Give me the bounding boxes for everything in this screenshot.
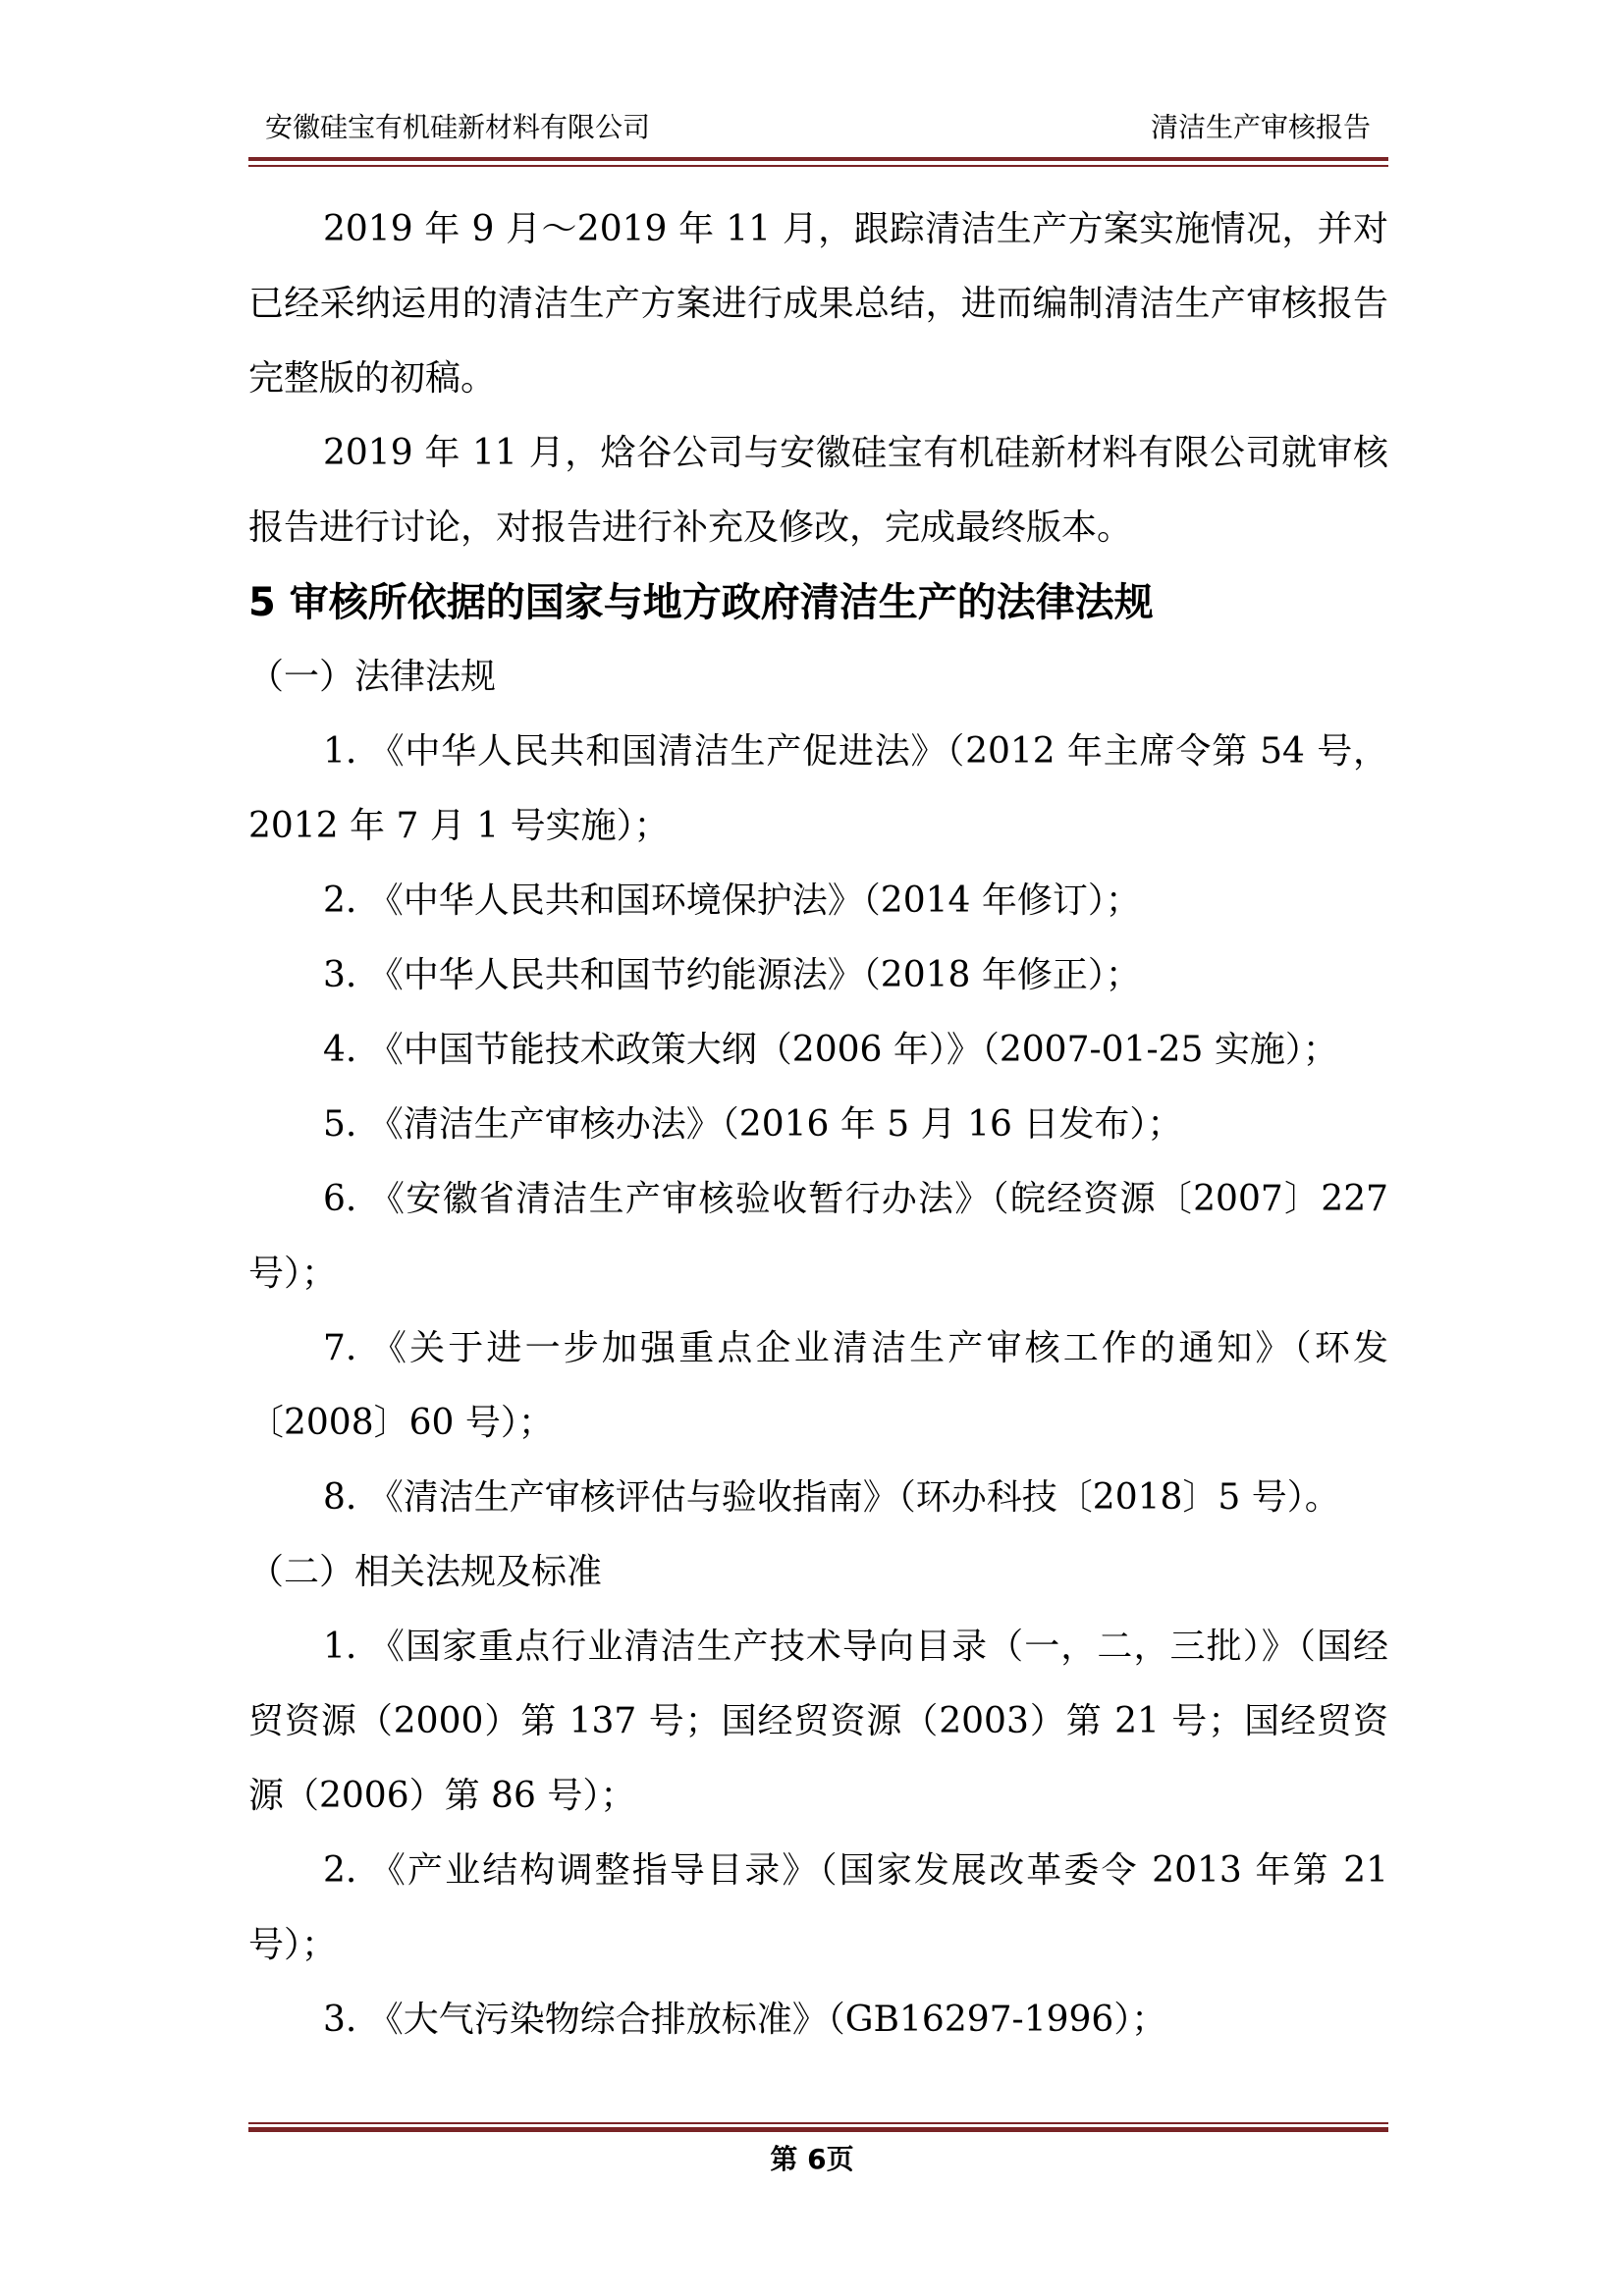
intro-paragraph-1: 2019 年 9 月～2019 年 11 月，跟踪清洁生产方案实施情况，并对已经采纳运用的清洁生产方案进行成果总结，进而编制清洁生产审核报告完整版的初稿。	[248, 209, 1388, 399]
law-item: 3. 《中华人民共和国节约能源法》（2018 年修正）；	[323, 955, 1141, 995]
standard-item: 2. 《产业结构调整指导目录》（国家发展改革委令 2013 年第 21 号）；	[248, 1850, 1388, 1965]
group1-title: （一）法律法规	[248, 657, 497, 697]
standard-item: 1. 《国家重点行业清洁生产技术导向目录（一，二，三批）》（国经贸资源（2000）第 137 号；国经贸资源（2003）第 21 号；国经贸资源（2006）第 86 号）；	[248, 1627, 1388, 1816]
page-body	[248, 192, 1388, 2057]
intro-paragraph-2: 2019 年 11 月，焓谷公司与安徽硅宝有机硅新材料有限公司就审核报告进行讨论，对报告进行补充及修改，完成最终版本。	[248, 433, 1388, 548]
law-item: 5. 《清洁生产审核办法》（2016 年 5 月 16 日发布）；	[323, 1104, 1183, 1145]
law-item: 8. 《清洁生产审核评估与验收指南》（环办科技〔2018〕5 号）。	[323, 1477, 1340, 1518]
footer-rule-thin	[248, 2122, 1388, 2124]
page-number: 第 6页	[770, 2143, 854, 2175]
law-item: 1. 《中华人民共和国清洁生产促进法》（2012 年主席令第 54 号，2012 年 7 月 1 号实施）；	[248, 731, 1388, 846]
law-item: 6. 《安徽省清洁生产审核验收暂行办法》（皖经资源〔2007〕227 号）；	[248, 1179, 1388, 1294]
group2-title: （二）相关法规及标准	[248, 1552, 603, 1592]
standard-item: 3. 《大气污染物综合排放标准》（GB16297-1996）；	[323, 2000, 1167, 2040]
header-rule-thin	[248, 165, 1388, 167]
section-heading: 5 审核所依据的国家与地方政府清洁生产的法律法规	[248, 580, 1154, 625]
header-company: 安徽硅宝有机硅新材料有限公司	[265, 111, 651, 143]
footer-rule-thick	[248, 2127, 1388, 2132]
law-item: 2. 《中华人民共和国环境保护法》（2014 年修订）；	[323, 881, 1141, 921]
law-item: 7. 《关于进一步加强重点企业清洁生产审核工作的通知》（环发〔2008〕60 号）；	[248, 1328, 1388, 1443]
law-item: 4. 《中国节能技术政策大纲（2006 年）》（2007-01-25 实施）；	[323, 1030, 1338, 1070]
header-rule-thick	[248, 157, 1388, 161]
header-doc-title: 清洁生产审核报告	[1150, 111, 1371, 143]
